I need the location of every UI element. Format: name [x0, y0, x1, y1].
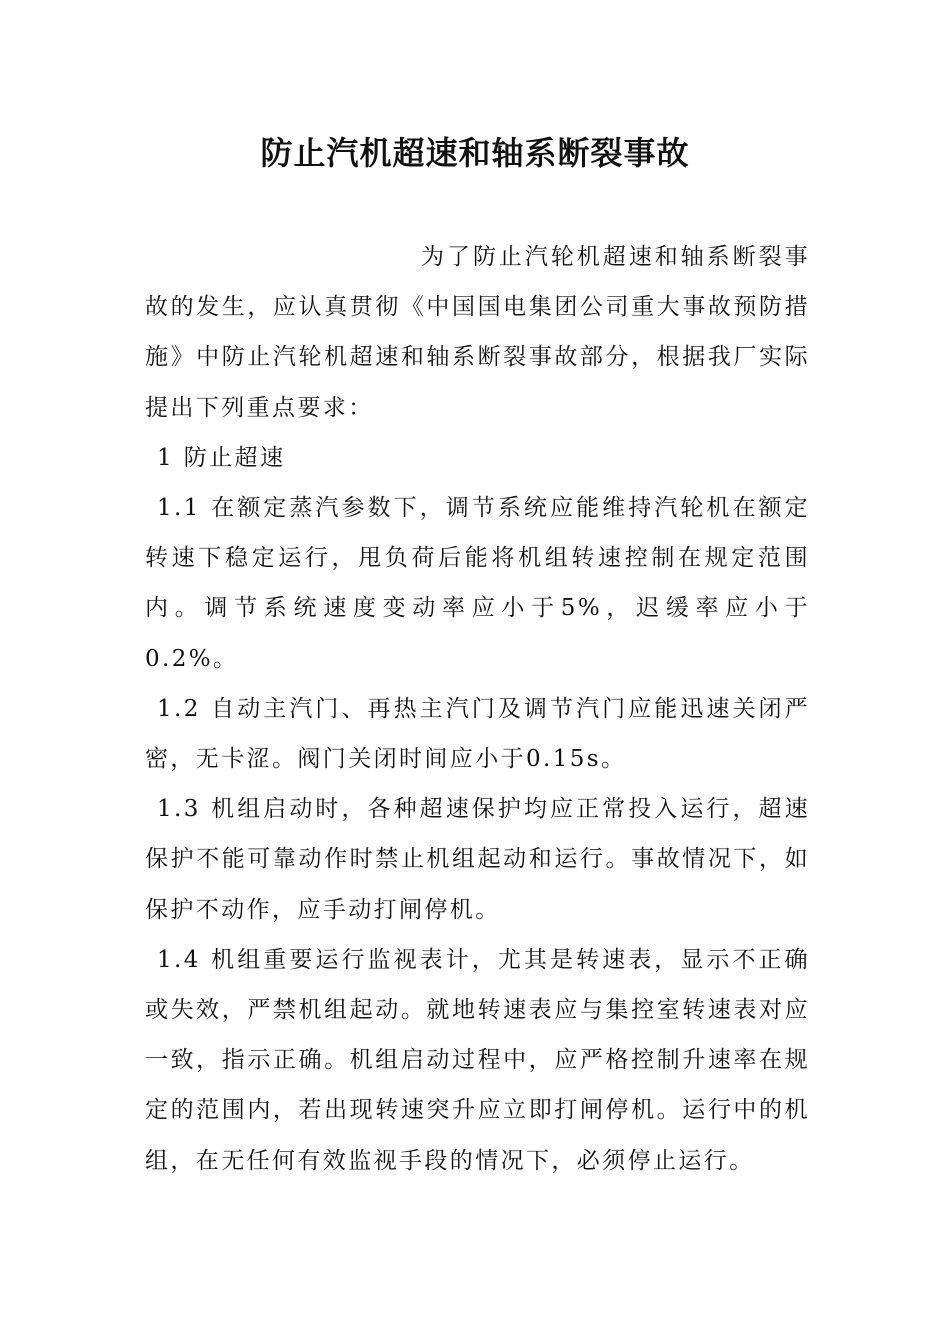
clause-1-1: 1.1 在额定蒸汽参数下，调节系统应能维持汽轮机在额定转速下稳定运行，甩负荷后能将机组转速控制在规定范围内。调节系统速度变动率应小于5%，迟缓率应小于0.2%。 [145, 495, 810, 672]
section-heading-1: 1 防止超速 [157, 444, 286, 471]
clause-1-4: 1.4 机组重要运行监视表计，尤其是转速表，显示不正确或失效，严禁机组起动。就地转速表应与集控室转速表对应一致，指示正确。机组启动过程中，应严格控制升速率在规定的范围内，若出现转速突升应立即打闸停机。运行中的机组，在无任何有效监视手段的情况下，必须停止运行。 [145, 946, 810, 1174]
clause-1-2: 1.2 自动主汽门、再热主汽门及调节汽门应能迅速关闭严密，无卡涩。阀门关闭时间应小于0.15s。 [145, 695, 810, 773]
document-body [145, 232, 810, 1186]
intro-paragraph: 为了防止汽轮机超速和轴系断裂事故的发生，应认真贯彻《中国国电集团公司重大事故预防措施》中防止汽轮机超速和轴系断裂事故部分，根据我厂实际提出下列重点要求： [145, 244, 810, 421]
clause-1-3: 1.3 机组启动时，各种超速保护均应正常投入运行，超速保护不能可靠动作时禁止机组起动和运行。事故情况下，如保护不动作，应手动打闸停机。 [145, 796, 810, 923]
document-title: 防止汽机超速和轴系断裂事故 [260, 134, 690, 172]
